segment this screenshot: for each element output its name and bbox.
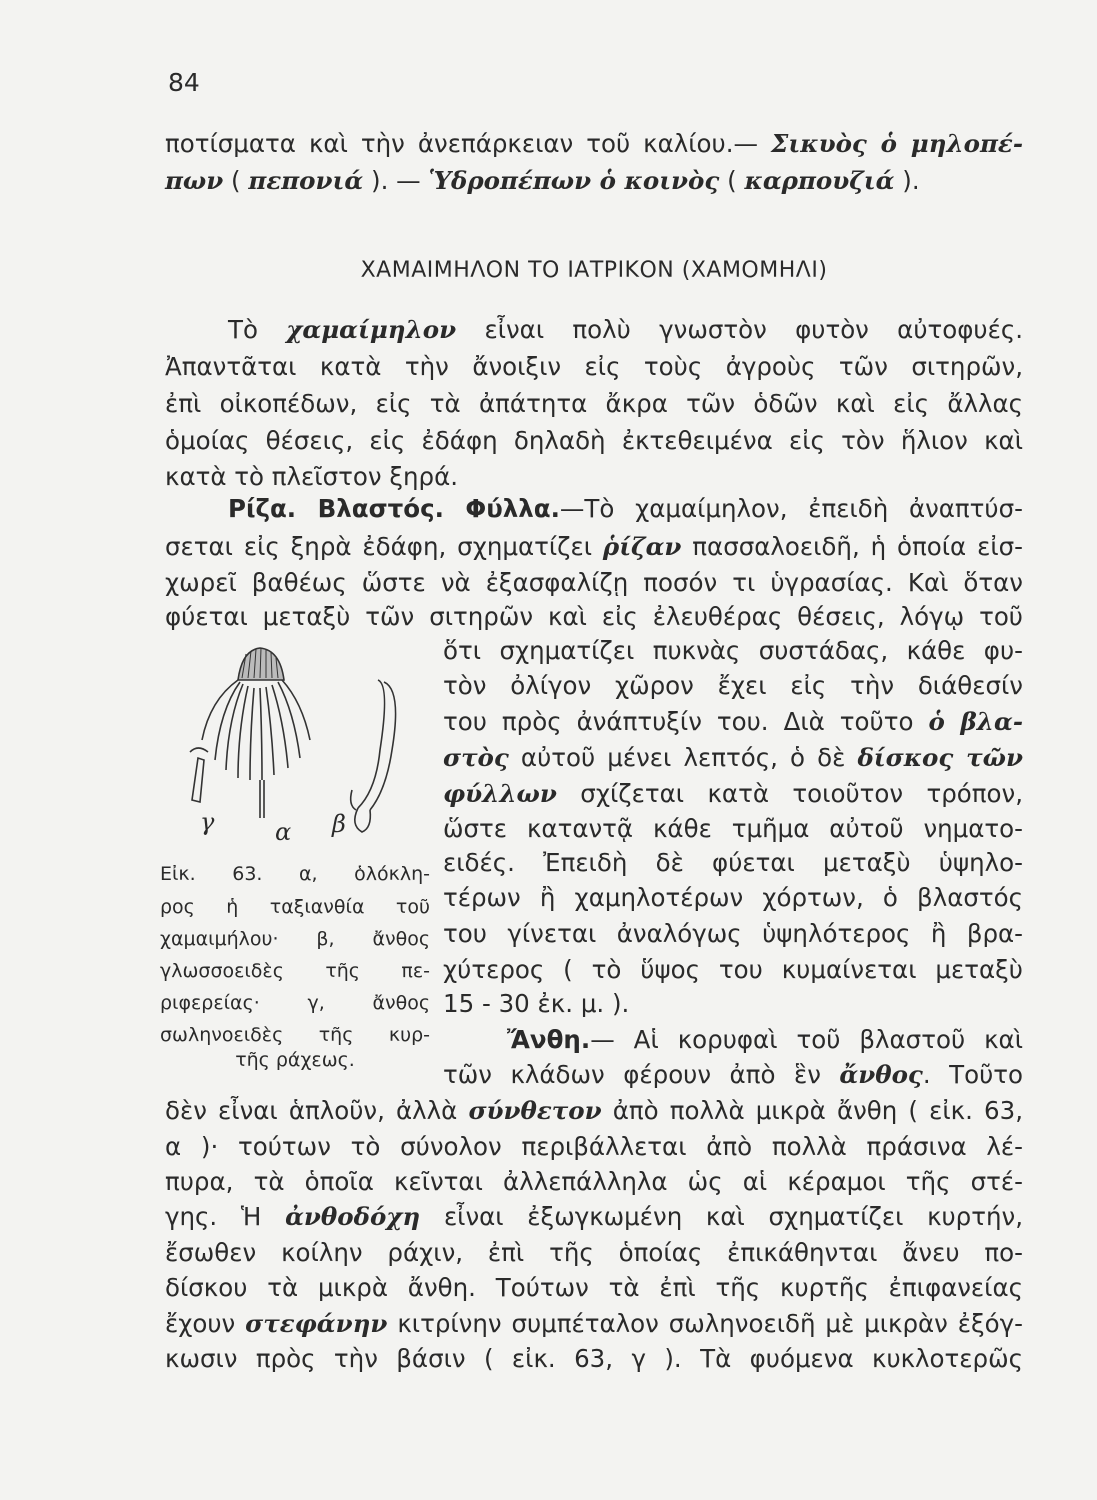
page-number: 84 (168, 68, 200, 97)
figure-caption-line-6: σωληνοειδὲς τῆς κυρ- (160, 1024, 430, 1046)
p2-right-line-7: ειδές. Ἐπειδὴ δὲ φύεται μεταξὺ ὑψηλο- (443, 848, 1023, 877)
p2-right-line-4: στὸς αὐτοῦ μένει λεπτός, ὁ δὲ δίσκος τῶν (443, 743, 1023, 772)
p2-right-line-2: τὸν ὀλίγον χῶρον ἔχει εἰς τὴν διάθεσίν (443, 671, 1023, 700)
p1-line-3: ἐπὶ οἰκοπέδων, εἰς τὰ ἀπάτητα ἄκρα τῶν ὁδῶν καὶ εἰς ἄλλας (165, 389, 1023, 418)
p2-right-line-9: του γίνεται ἀναλόγως ὑψηλότερος ἢ βρα- (443, 919, 1023, 948)
figure-label-b: β (332, 810, 346, 838)
p3-line-8: κωσιν πρὸς τὴν βάσιν ( εἰκ. 63, γ ). Τὰ φυόμενα κυκλοτερῶς (165, 1344, 1023, 1373)
intro-line-1: ποτίσματα καὶ τὴν ἀνεπάρκειαν τοῦ καλίου.— Σικυὸς ὁ μηλοπέ- (165, 129, 1023, 158)
p2-line-4: φύεται μεταξὺ τῶν σιτηρῶν καὶ εἰς ἐλευθέρας θέσεις, λόγῳ τοῦ (165, 602, 1023, 631)
p3-right-line-2: τῶν κλάδων φέρουν ἀπὸ ἓν ἄνθος. Τοῦτο (443, 1060, 1024, 1089)
p2-line-2: σεται εἰς ξηρὰ ἐδάφη, σχηματίζει ῥίζαν πασσαλοειδῆ, ἡ ὁποία εἰσ- (165, 532, 1023, 561)
p3-line-5: ἔσωθεν κοίλην ράχιν, ἐπὶ τῆς ὁποίας ἐπικάθηνται ἄνευ πο- (165, 1238, 1023, 1267)
p3-line-2: α )· τούτων τὸ σύνολον περιβάλλεται ἀπὸ πολλὰ πράσινα λέ- (165, 1132, 1023, 1161)
chamomile-drawing (180, 640, 430, 855)
p2-right-line-1: ὅτι σχηματίζει πυκνὰς συστάδας, κάθε φυ- (443, 636, 1023, 665)
p2-line-3: χωρεῖ βαθέως ὥστε νὰ ἐξασφαλίζῃ ποσόν τι ὑγρασίας. Καὶ ὅταν (165, 568, 1023, 597)
figure-63-illustration (180, 640, 430, 855)
p1-line-4: ὁμοίας θέσεις, εἰς ἐδάφη δηλαδὴ ἐκτεθειμένα εἰς τὸν ἥλιον καὶ (165, 426, 1023, 455)
p2-right-line-6: ὥστε καταντᾷ κάθε τμῆμα αὐτοῦ νηματο- (443, 814, 1023, 843)
p3-line-3: πυρα, τὰ ὁποῖα κεῖνται ἀλλεπάλληλα ὡς αἱ κέραμοι τῆς στέ- (165, 1167, 1023, 1196)
p1-line-2: Ἀπαντᾶται κατὰ τὴν ἄνοιξιν εἰς τοὺς ἀγροὺς τῶν σιτηρῶν, (165, 352, 1023, 381)
figure-label-a: α (275, 818, 292, 846)
figure-caption-line-1: Εἰκ. 63. α, ὁλόκλη- (160, 863, 430, 885)
section-heading: ΧΑΜΑΙΜΗΛΟΝ ΤΟ ΙΑΤΡΙΚΟΝ (ΧΑΜΟΜΗΛΙ) (360, 258, 828, 283)
figure-caption-line-4: γλωσσοειδὲς τῆς πε- (160, 960, 430, 982)
p3-line-7: ἔχουν στεφάνην κιτρίνην συμπέταλον σωληνοειδῆ μὲ μικρὰν ἐξόγ- (165, 1309, 1023, 1338)
p3-right-line-1: Ἄνθη.— Αἱ κορυφαὶ τοῦ βλαστοῦ καὶ (507, 1025, 1023, 1054)
p3-line-4: γης. Ἡ ἀνθοδόχη εἶναι ἐξωγκωμένη καὶ σχηματίζει κυρτήν, (165, 1202, 1023, 1231)
figure-caption-line-7: τῆς ράχεως. (235, 1049, 355, 1071)
p2-line-1: Ρίζα. Βλαστός. Φύλλα.—Τὸ χαμαίμηλον, ἐπειδὴ ἀναπτύσ- (228, 494, 1023, 523)
p1-line-1: Τὸ χαμαίμηλον εἶναι πολὺ γνωστὸν φυτὸν αὐτοφυές. (228, 315, 1023, 344)
figure-caption-line-2: ρος ἡ ταξιανθία τοῦ (160, 896, 430, 918)
p2-right-line-11: 15 - 30 ἐκ. μ. ). (443, 989, 630, 1018)
p2-right-line-10: χύτερος ( τὸ ὕψος του κυμαίνεται μεταξὺ (443, 955, 1023, 984)
p3-line-1: δὲν εἶναι ἁπλοῦν, ἀλλὰ σύνθετον ἀπὸ πολλὰ μικρὰ ἄνθη ( εἰκ. 63, (165, 1096, 1023, 1125)
intro-line-2: πων ( πεπονιά ). — Ὑδροπέπων ὁ κοινὸς ( καρπουζιά ). (165, 166, 920, 195)
figure-label-c: γ (200, 808, 215, 836)
p1-line-5: κατὰ τὸ πλεῖστον ξηρά. (165, 462, 459, 491)
figure-caption-line-3: χαμαιμήλου· β, ἄνθος (160, 928, 430, 950)
p2-right-line-8: τέρων ἢ χαμηλοτέρων χόρτων, ὁ βλαστός (443, 883, 1023, 912)
figure-caption-line-5: ριφερείας· γ, ἄνθος (160, 992, 430, 1014)
p3-line-6: δίσκου τὰ μικρὰ ἄνθη. Τούτων τὰ ἐπὶ τῆς κυρτῆς ἐπιφανείας (165, 1273, 1023, 1302)
p2-right-line-3: του πρὸς ἀνάπτυξίν του. Διὰ τοῦτο ὁ βλα- (443, 707, 1023, 736)
p2-right-line-5: φύλλων σχίζεται κατὰ τοιοῦτον τρόπον, (443, 779, 1023, 808)
